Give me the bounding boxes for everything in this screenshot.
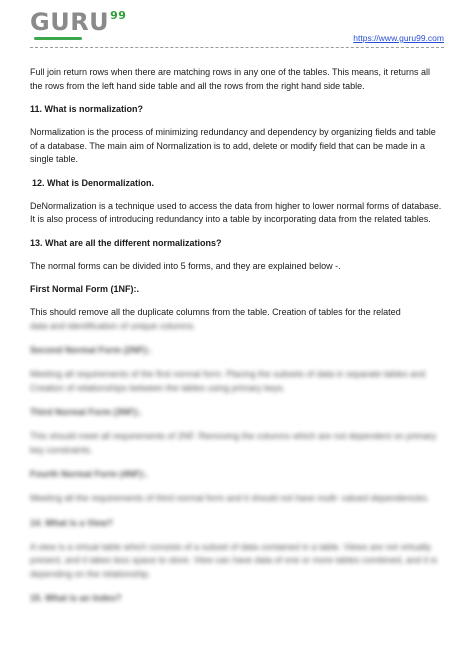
answer-q14: A view is a virtual table which consists of a subset of data contained in a table. Views are not virtually present, and it takes less space to store. View can have data of one or more tables combined, and it is depending on the relationship. xyxy=(30,541,438,579)
answer-q12: DeNormalization is a technique used to access the data from higher to lower normal forms of database. It is also process of introducing redundancy into a table by incorporating data from the related tables. xyxy=(30,200,442,224)
text-1nf: This should remove all the duplicate columns from the table. Creation of tables for the related xyxy=(30,307,401,317)
text-1nf-continued: data and identification of unique columns. xyxy=(30,320,196,331)
document-body xyxy=(30,66,444,616)
heading-q14: 14. What is a View? xyxy=(30,517,113,528)
logo-text: GURU xyxy=(30,8,110,36)
text-2nf: Meeting all requirements of the first normal form. Placing the subsets of data in separate tables and Creation of relationships between the tables using primary keys. xyxy=(30,369,426,393)
text-4nf: Meeting all the requirements of third normal form and it should not have multi- valued dependencies. xyxy=(30,493,430,503)
heading-q12: 12. What is Denormalization. xyxy=(32,177,155,188)
heading-q11: 11. What is normalization? xyxy=(30,104,144,114)
guru99-logo xyxy=(30,10,126,34)
text-3nf: This should meet all requirements of 2NF. Removing the columns which are not dependent on primary key constraints. xyxy=(30,431,437,455)
header-divider xyxy=(30,47,444,48)
heading-q13: 13. What are all the different normalizations? xyxy=(30,237,222,248)
heading-4nf: Fourth Normal Form (4NF):. xyxy=(30,469,148,479)
heading-3nf: Third Normal Form (3NF):. xyxy=(30,407,142,417)
heading-1nf: First Normal Form (1NF):. xyxy=(30,284,140,294)
heading-2nf: Second Normal Form (2NF):. xyxy=(30,345,153,355)
heading-q15: 15. What is an Index? xyxy=(30,593,122,603)
paragraph-full-join: Full join return rows when there are matching rows in any one of the tables. This means, it returns all the rows from the left hand side table and all the rows from the right hand side table. xyxy=(30,67,431,91)
answer-q13-intro: The normal forms can be divided into 5 forms, and they are explained below -. xyxy=(30,260,341,271)
site-link[interactable]: https://www.guru99.com xyxy=(353,33,444,43)
logo-sup: 99 xyxy=(110,9,127,22)
answer-q11: Normalization is the process of minimizing redundancy and dependency by organizing fields and table of a database. The main aim of Normalization is to add, delete or modify field that can be made in a single table. xyxy=(30,127,436,164)
logo-underline xyxy=(34,37,82,40)
blurred-preview-section xyxy=(30,320,444,606)
